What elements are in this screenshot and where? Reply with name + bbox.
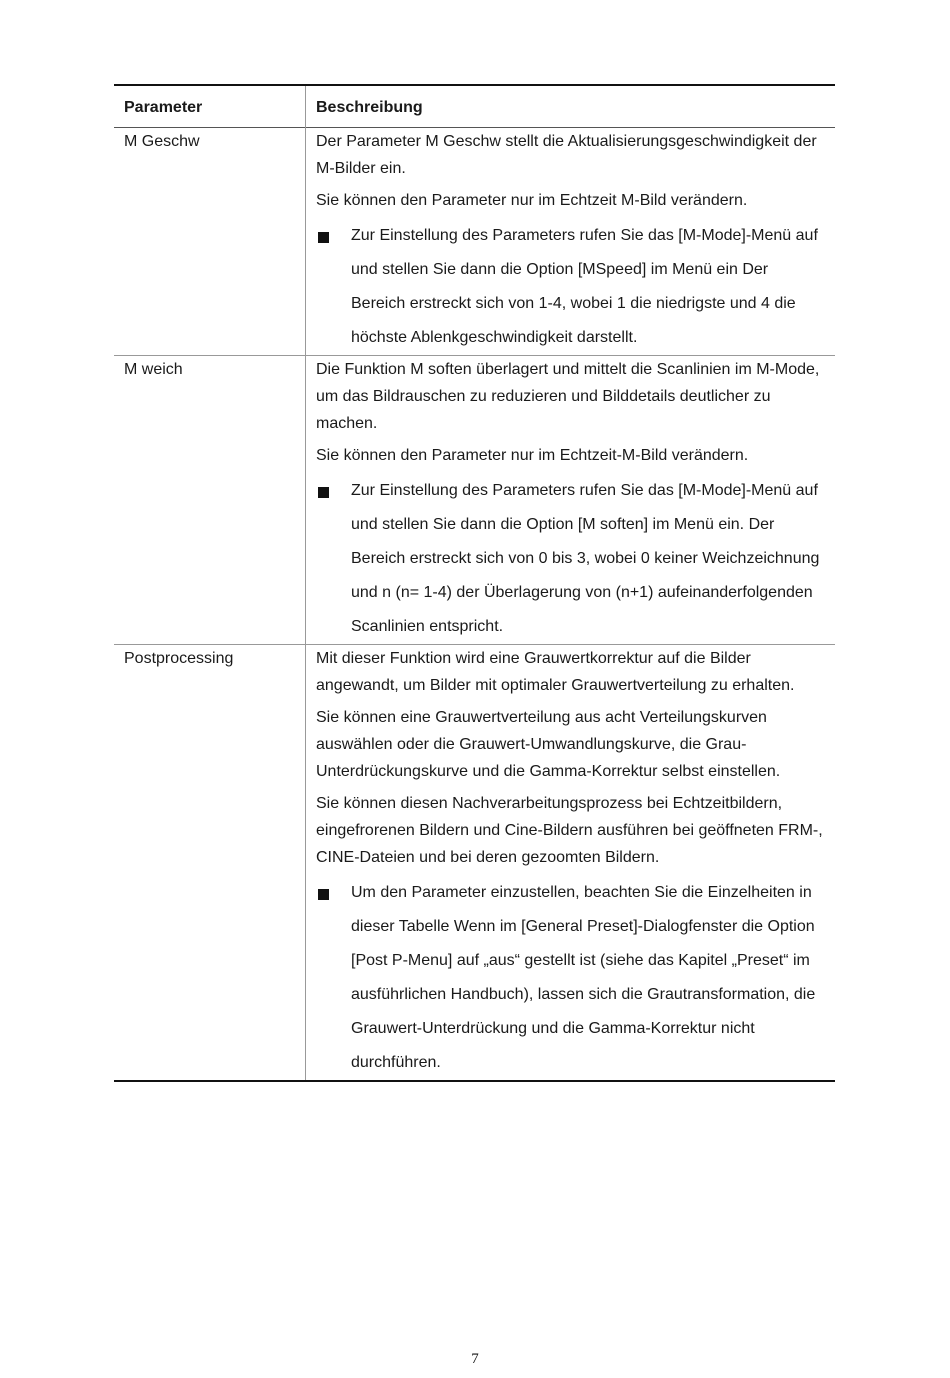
description-paragraph: Die Funktion M soften überlagert und mittelt die Scanlinien im M-Mode, um das Bildrauschen zu reduzieren und Bilddetails deutlicher zu machen. <box>316 361 820 432</box>
description-cell <box>306 356 836 645</box>
bullet-text: Um den Parameter einzustellen, beachten Sie die Einzelheiten in dieser Tabelle Wenn im [General Preset]-Dialogfenster die Option [Post P-Menu] auf „aus“ gestellt ist (siehe das Kapitel „Preset“ im ausführlichen Handbuch), lassen sich die Grautransformation, die Grauwert-Unterdrückung und die Gamma-Korrektur nicht durchführen. <box>351 884 816 1071</box>
table-row <box>114 128 835 356</box>
param-name-cell <box>114 356 306 645</box>
param-name: M weich <box>124 361 183 378</box>
header-description: Beschreibung <box>316 99 423 116</box>
bullet-item <box>316 474 825 644</box>
description-paragraph: Sie können den Parameter nur im Echtzeit M-Bild verändern. <box>316 192 748 209</box>
bullet-item <box>316 219 825 355</box>
square-bullet-icon <box>316 876 351 1080</box>
page-number: 7 <box>471 1351 479 1367</box>
bullet-item <box>316 876 825 1080</box>
square-bullet-icon <box>316 219 351 355</box>
param-name-cell <box>114 645 306 1082</box>
bullet-text: Zur Einstellung des Parameters rufen Sie das [M-Mode]-Menü auf und stellen Sie dann die Option [M soften] im Menü ein. Der Bereich erstreckt sich von 0 bis 3, wobei 0 keiner Weichzeichnung und n (n= 1-4) der Überlagerung von (n+1) aufeinanderfolgenden Scanlinien entspricht. <box>351 482 820 635</box>
table-row <box>114 356 835 645</box>
bullet-text: Zur Einstellung des Parameters rufen Sie das [M-Mode]-Menü auf und stellen Sie dann die Option [MSpeed] im Menü ein Der Bereich erstreckt sich von 1-4, wobei 1 die niedrigste und 4 die höchste Ablenkgeschwindigkeit darstellt. <box>351 227 818 346</box>
description-paragraph: Der Parameter M Geschw stellt die Aktualisierungsgeschwindigkeit der M-Bilder ein. <box>316 133 817 177</box>
param-name-cell <box>114 128 306 356</box>
header-parameter: Parameter <box>114 85 306 128</box>
description-cell <box>306 645 836 1082</box>
parameter-table <box>114 84 835 1082</box>
square-bullet-icon <box>316 474 351 644</box>
table-row <box>114 645 835 1082</box>
description-paragraph: Mit dieser Funktion wird eine Grauwertkorrektur auf die Bilder angewandt, um Bilder mit optimaler Grauwertverteilung zu erhalten. <box>316 650 795 694</box>
description-paragraph: Sie können eine Grauwertverteilung aus acht Verteilungskurven auswählen oder die Grauwert-Umwandlungskurve, die Grau-Unterdrückungskurve und die Gamma-Korrektur selbst einstellen. <box>316 709 781 780</box>
param-name: M Geschw <box>124 133 200 150</box>
description-cell <box>306 128 836 356</box>
description-paragraph: Sie können den Parameter nur im Echtzeit-M-Bild verändern. <box>316 447 749 464</box>
description-paragraph: Sie können diesen Nachverarbeitungsprozess bei Echtzeitbildern, eingefrorenen Bildern und Cine-Bildern ausführen bei geöffneten FRM-, CINE-Dateien und bei deren gezoomten Bildern. <box>316 795 823 866</box>
table-header-row <box>114 85 835 128</box>
param-name: Postprocessing <box>124 650 234 667</box>
